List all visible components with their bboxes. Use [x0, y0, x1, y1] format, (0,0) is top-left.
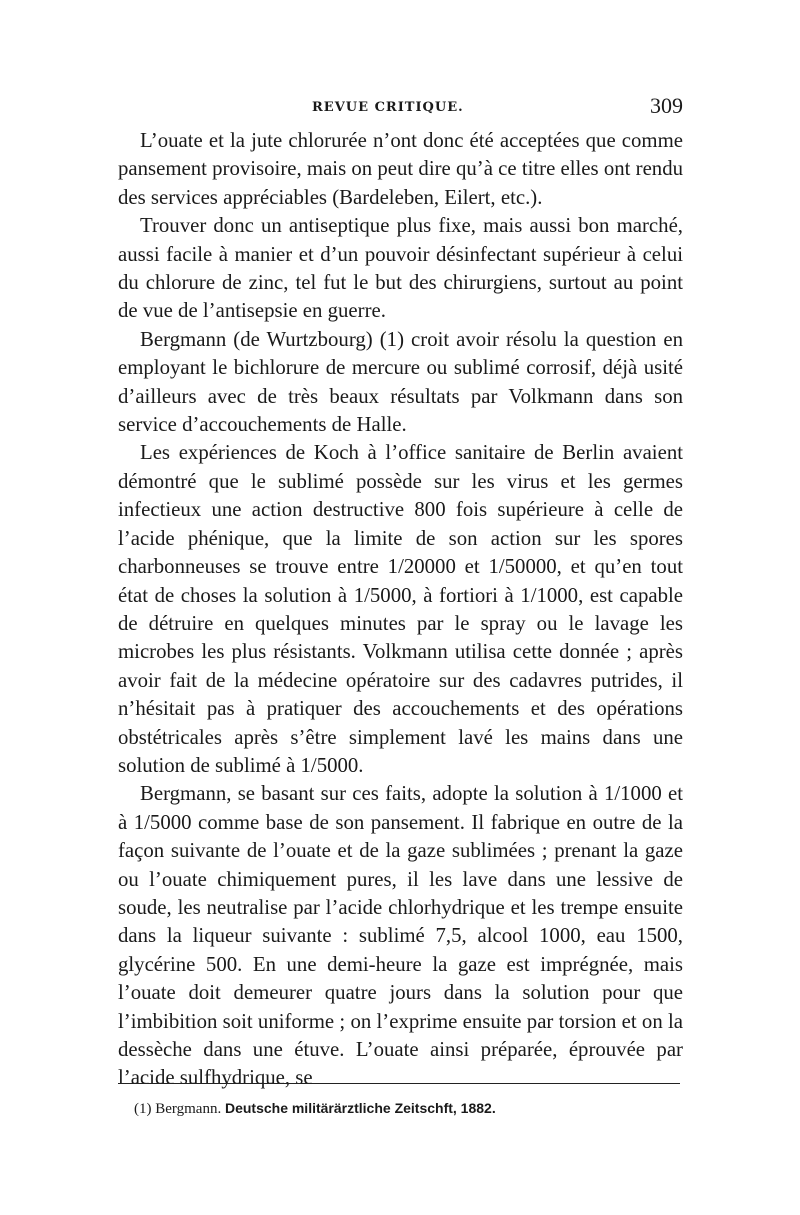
paragraph: Bergmann, se basant sur ces faits, adopte la solution à 1/1000 et à 1/5000 comme base de son pansement. Il fabrique en outre de la façon suivante de l’ouate et de la gaze sublimées ; prenant la gaze ou l’ouate chimiquement pures, il les lave dans une lessive de soude, les neutralise par l’acide chlorhydrique et les trempe ensuite dans la liqueur suivante : sublimé 7,5, alcool 1000, eau 1500, glycérine 500. En une demi-heure la gaze est imprégnée, mais l’ouate doit demeurer quatre jours dans la solution pour que l’imbibition soit uniforme ; on l’exprime ensuite par torsion et on la dessèche dans une étuve. L’ouate ainsi préparée, éprouvée par l’acide sulfhydrique, se — [118, 782, 683, 1090]
footnote-marker: (1) Bergmann. — [134, 1101, 222, 1117]
footnote-rule — [118, 1083, 680, 1084]
running-head: REVUE CRITIQUE. — [312, 100, 464, 115]
footnote-journal: Deutsche militärärztliche Zeitschft, 1882. — [224, 1100, 496, 1116]
page-number: 309 — [650, 93, 683, 118]
paragraph: Les expériences de Koch à l’office sanitaire de Berlin avaient démontré que le sublimé possède sur les virus et les germes infectieux une action destructive 800 fois supérieure à celle de l’acide phénique, que la limite de son action sur les spores charbonneuses se trouve entre 1/20000 et 1/50000, et qu’en tout état de choses la solution à 1/5000, à fortiori à 1/1000, est capable de détruire en quelques minutes par le spray ou le lavage les microbes les plus résistants. Volkmann utilisa cette donnée ; après avoir fait de la médecine opératoire sur des cadavres putrides, il n’hésitait pas à pratiquer des accouchements et des opérations obstétricales après s’être simplement lavé les mains dans une solution de sublimé à 1/5000. — [118, 441, 683, 777]
body-text — [118, 127, 683, 1093]
paragraph: Trouver donc un antiseptique plus fixe, mais aussi bon marché, aussi facile à manier et d’un pouvoir désinfectant supérieur à celui du chlorure de zinc, tel fut le but des chirurgiens, surtout au point de vue de l’antisepsie en guerre. — [118, 214, 683, 323]
paragraph: Bergmann (de Wurtzbourg) (1) croit avoir résolu la question en employant le bichlorure de mercure ou sublimé corrosif, déjà usité d’ailleurs avec de très beaux résultats par Volkmann dans son service d’accouchements de Halle. — [118, 327, 683, 437]
paragraph: L’ouate et la jute chlorurée n’ont donc été acceptées que comme pansement provisoire, mais on peut dire qu’à ce titre elles ont rendu des services appréciables (Bardeleben, Eilert, etc.). — [118, 129, 683, 209]
footnote — [134, 1100, 496, 1118]
